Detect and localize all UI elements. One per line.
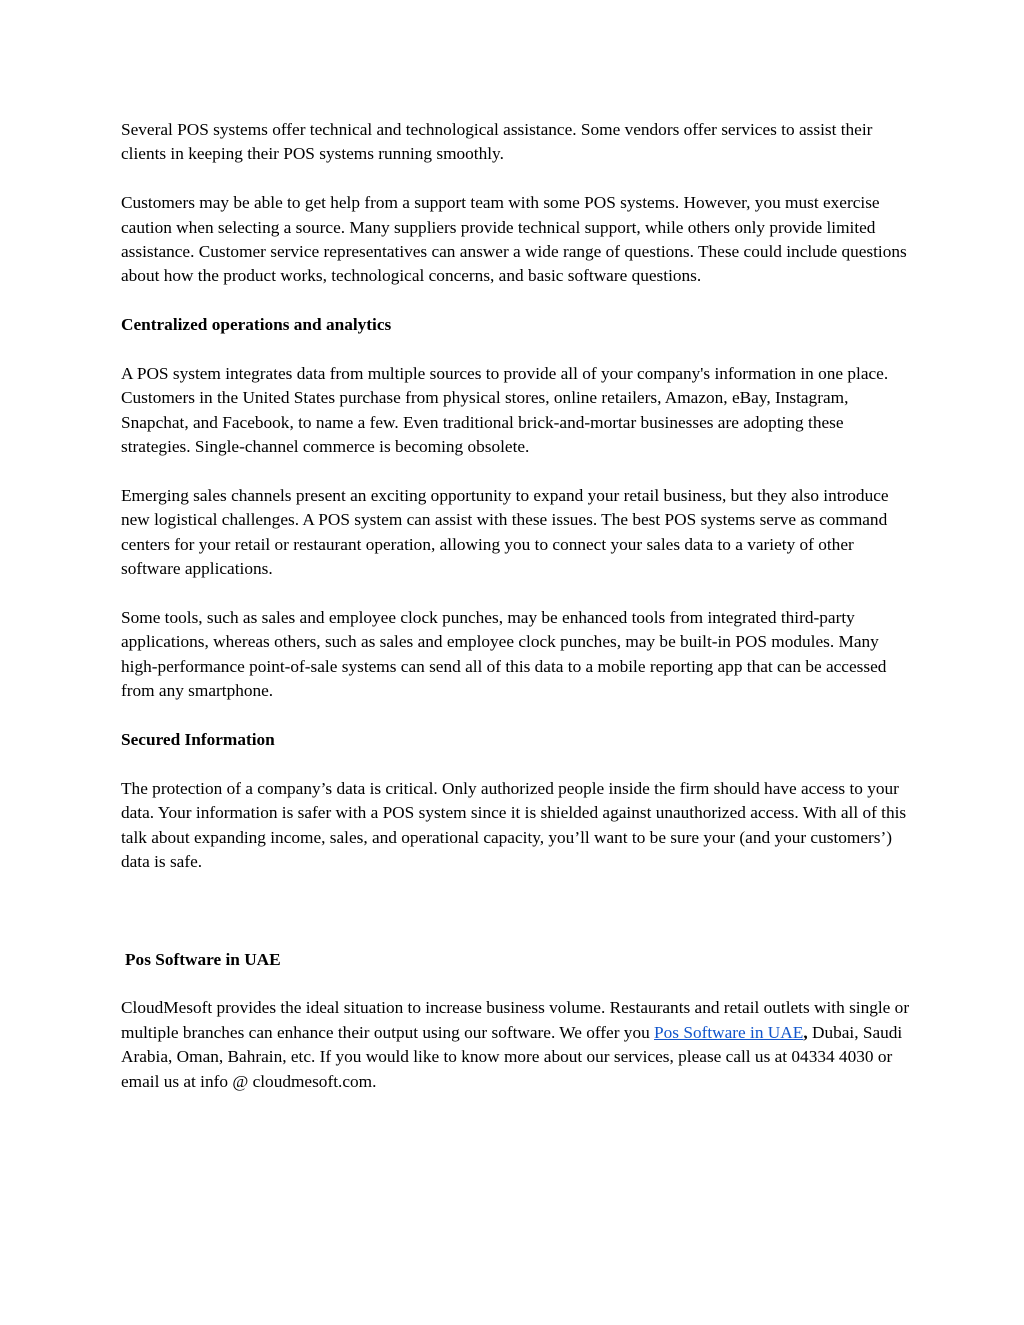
- paragraph-data-protection: The protection of a company’s data is critical. Only authorized people inside the firm should have access to your data. Your information is safer with a POS system since it is shielded against unauthorized access. With all of this talk about expanding income, sales, and operational capacity, you’ll want to be sure your (and your customers’) data is safe.: [121, 778, 907, 872]
- document-page: [121, 118, 911, 1118]
- heading-secured-information: Secured Information: [121, 730, 275, 750]
- paragraph-tools: Some tools, such as sales and employee clock punches, may be enhanced tools from integrated third-party applications, whereas others, such as sales and employee clock punches, may be built-in POS modules. Many high-performance point-of-sale systems can send all of this data to a mobile reporting app that can be accessed from any smartphone.: [121, 608, 887, 701]
- heading-pos-software-uae: Pos Software in UAE: [125, 949, 281, 969]
- pos-software-uae-link[interactable]: Pos Software in UAE: [654, 1022, 804, 1042]
- link-comma: ,: [803, 1022, 808, 1042]
- paragraph-support-team: Customers may be able to get help from a support team with some POS systems. However, you must exercise caution when selecting a source. Many suppliers provide technical support, while others only provide limited assistance. Customer service representatives can answer a wide range of questions. These could include questions about how the product works, technological concerns, and basic software questions.: [121, 193, 907, 286]
- heading-centralized-operations: Centralized operations and analytics: [121, 315, 392, 335]
- cloudmesoft-text-after-link: Dubai, Saudi Arabia, Oman, Bahrain, etc. If you would like to know more about our services, please call us at 04334 4030 or email us at info @ cloudmesoft.com.: [121, 1022, 903, 1091]
- cloudmesoft-text-before-link: CloudMesoft provides the ideal situation to increase business volume. Restaurants and retail outlets with single or multiple branches can enhance their output using our software. We offer you: [121, 998, 910, 1042]
- paragraph-tech-assistance: Several POS systems offer technical and technological assistance. Some vendors offer services to assist their clients in keeping their POS systems running smoothly.: [121, 120, 873, 164]
- paragraph-sales-channels: Emerging sales channels present an exciting opportunity to expand your retail business, but they also introduce new logistical challenges. A POS system can assist with these issues. The best POS systems serve as command centers for your retail or restaurant operation, allowing you to connect your sales data to a variety of other software applications.: [121, 486, 889, 579]
- paragraph-cloudmesoft: [121, 996, 911, 1094]
- paragraph-integrates-data: A POS system integrates data from multiple sources to provide all of your company's information in one place. Customers in the United States purchase from physical stores, online retailers, Amazon, eBay, Instagram, Snapchat, and Facebook, to name a few. Even traditional brick-and-mortar businesses are adopting these strategies. Single-channel commerce is becoming obsolete.: [121, 364, 889, 457]
- blank-space: [121, 899, 911, 948]
